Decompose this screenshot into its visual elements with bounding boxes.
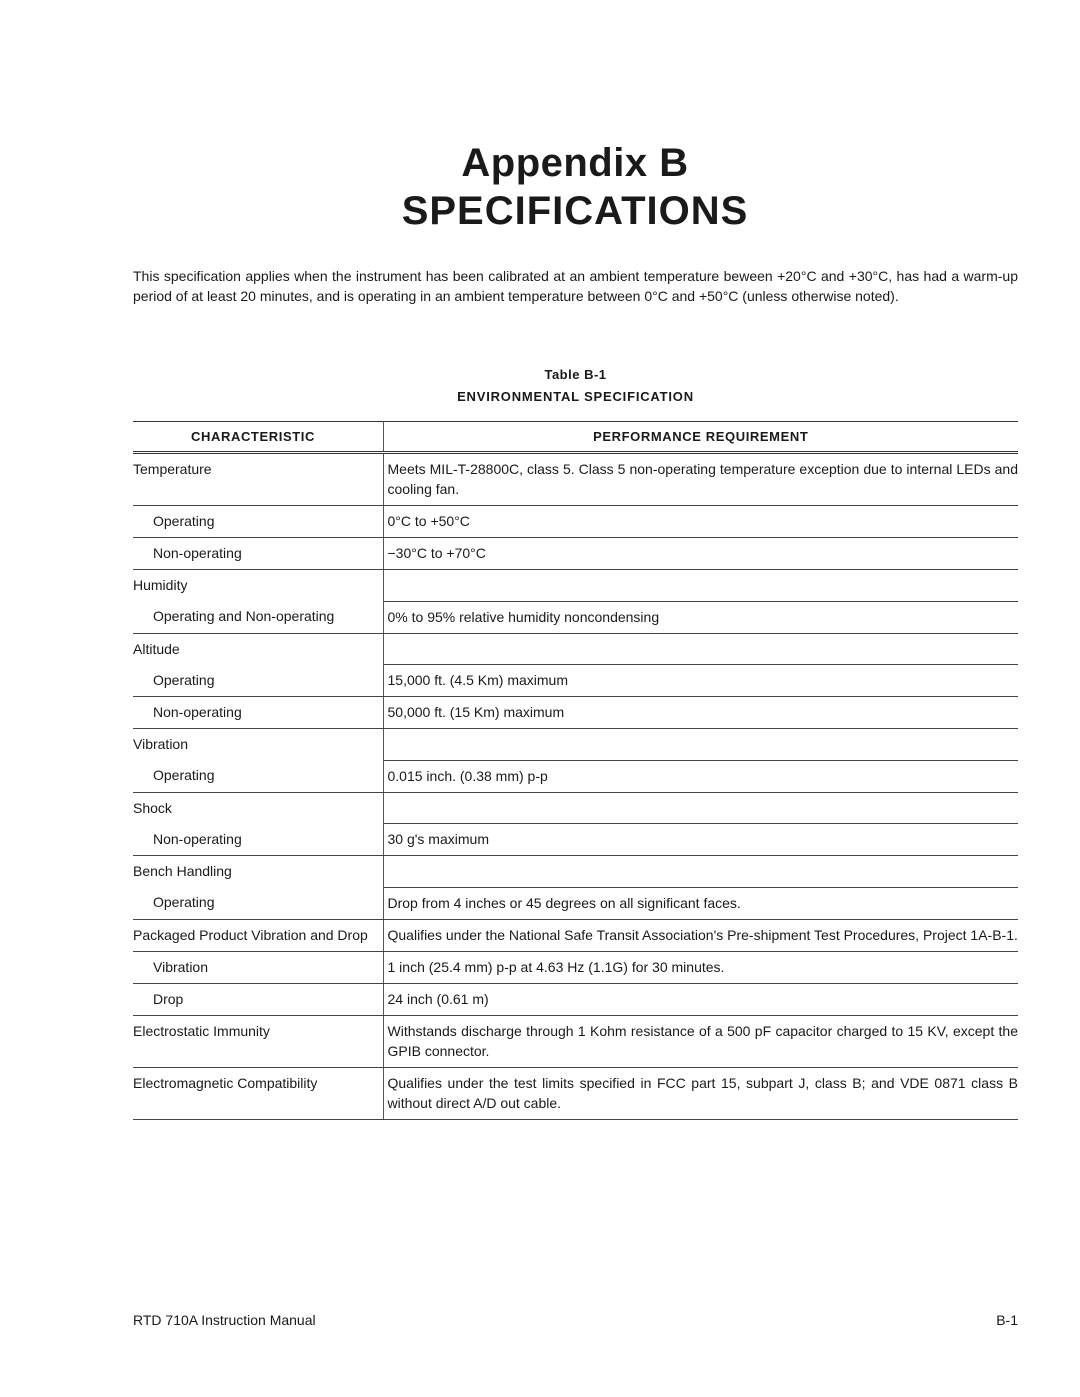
- manual-name: RTD 710A Instruction Manual: [133, 1312, 316, 1328]
- intro-paragraph: This specification applies when the instrument has been calibrated at an ambient temperature beween +20°C and +30°C, has had a warm-up period of at least 20 minutes, and is operating in an ambient temperature between 0°C and +50°C (unless otherwise noted).: [133, 268, 1018, 304]
- row-characteristic: Humidity: [133, 570, 383, 602]
- row-requirement: [383, 729, 1018, 761]
- table-row: [133, 601, 1018, 633]
- row-characteristic: Operating and Non-operating: [133, 601, 383, 633]
- row-requirement: 0.015 inch. (0.38 mm) p-p: [383, 760, 1018, 792]
- row-characteristic: Operating: [133, 887, 383, 919]
- table-row: [133, 453, 1018, 506]
- row-characteristic: Operating: [133, 760, 383, 792]
- row-characteristic: Non-operating: [133, 824, 383, 856]
- row-characteristic: Drop: [133, 983, 383, 1015]
- table-row: [133, 665, 1018, 697]
- row-requirement: Meets MIL-T-28800C, class 5. Class 5 non-operating temperature exception due to internal LEDs and cooling fan.: [383, 453, 1018, 506]
- row-characteristic: Electrostatic Immunity: [133, 1015, 383, 1067]
- row-requirement: [383, 856, 1018, 888]
- row-requirement: −30°C to +70°C: [383, 538, 1018, 570]
- row-characteristic: Packaged Product Vibration and Drop: [133, 919, 383, 951]
- table-row: [133, 983, 1018, 1015]
- row-characteristic: Vibration: [133, 951, 383, 983]
- header-requirement: PERFORMANCE REQUIREMENT: [383, 422, 1018, 453]
- table-row: [133, 633, 1018, 665]
- row-requirement: [383, 570, 1018, 602]
- row-requirement: Qualifies under the National Safe Transit Association's Pre-shipment Test Procedures, Project 1A-B-1.: [383, 919, 1018, 951]
- table-row: [133, 824, 1018, 856]
- table-row: [133, 697, 1018, 729]
- table-caption: [133, 366, 1018, 406]
- page-heading: [0, 140, 1080, 234]
- row-characteristic: Non-operating: [133, 538, 383, 570]
- row-requirement: 50,000 ft. (15 Km) maximum: [383, 697, 1018, 729]
- table-row: [133, 570, 1018, 602]
- appendix-title: Appendix B: [461, 141, 689, 185]
- table-row: [133, 792, 1018, 824]
- table-row: [133, 919, 1018, 951]
- row-requirement: [383, 633, 1018, 665]
- row-characteristic: Shock: [133, 792, 383, 824]
- table-header-row: [133, 422, 1018, 453]
- table-row: [133, 887, 1018, 919]
- row-characteristic: Altitude: [133, 633, 383, 665]
- row-requirement: Withstands discharge through 1 Kohm resistance of a 500 pF capacitor charged to 15 KV, except the GPIB connector.: [383, 1015, 1018, 1067]
- row-requirement: 0% to 95% relative humidity noncondensing: [383, 601, 1018, 633]
- table-row: [133, 538, 1018, 570]
- row-requirement: 15,000 ft. (4.5 Km) maximum: [383, 665, 1018, 697]
- row-requirement: [383, 792, 1018, 824]
- header-characteristic: CHARACTERISTIC: [133, 422, 383, 453]
- row-requirement: 30 g's maximum: [383, 824, 1018, 856]
- table-row: [133, 506, 1018, 538]
- table-row: [133, 1015, 1018, 1067]
- row-characteristic: Bench Handling: [133, 856, 383, 888]
- specifications-title: SPECIFICATIONS: [401, 189, 749, 233]
- page-number: B-1: [996, 1312, 1018, 1328]
- row-requirement: 0°C to +50°C: [383, 506, 1018, 538]
- table-row: [133, 760, 1018, 792]
- row-characteristic: Non-operating: [133, 697, 383, 729]
- row-characteristic: Operating: [133, 665, 383, 697]
- row-characteristic: Temperature: [133, 453, 383, 506]
- table-title: ENVIRONMENTAL SPECIFICATION: [457, 389, 694, 404]
- row-characteristic: Electromagnetic Compatibility: [133, 1067, 383, 1119]
- table-row: [133, 1067, 1018, 1119]
- row-requirement: Qualifies under the test limits specified in FCC part 15, subpart J, class B; and VDE 0871 class B without direct A/D out cable.: [383, 1067, 1018, 1119]
- table-row: [133, 951, 1018, 983]
- table-row: [133, 729, 1018, 761]
- row-requirement: 1 inch (25.4 mm) p-p at 4.63 Hz (1.1G) for 30 minutes.: [383, 951, 1018, 983]
- row-characteristic: Vibration: [133, 729, 383, 761]
- row-requirement: 24 inch (0.61 m): [383, 983, 1018, 1015]
- row-characteristic: Operating: [133, 506, 383, 538]
- table-row: [133, 856, 1018, 888]
- row-requirement: Drop from 4 inches or 45 degrees on all significant faces.: [383, 887, 1018, 919]
- table-number: Table B-1: [544, 367, 607, 382]
- environmental-spec-table: [133, 421, 1018, 1120]
